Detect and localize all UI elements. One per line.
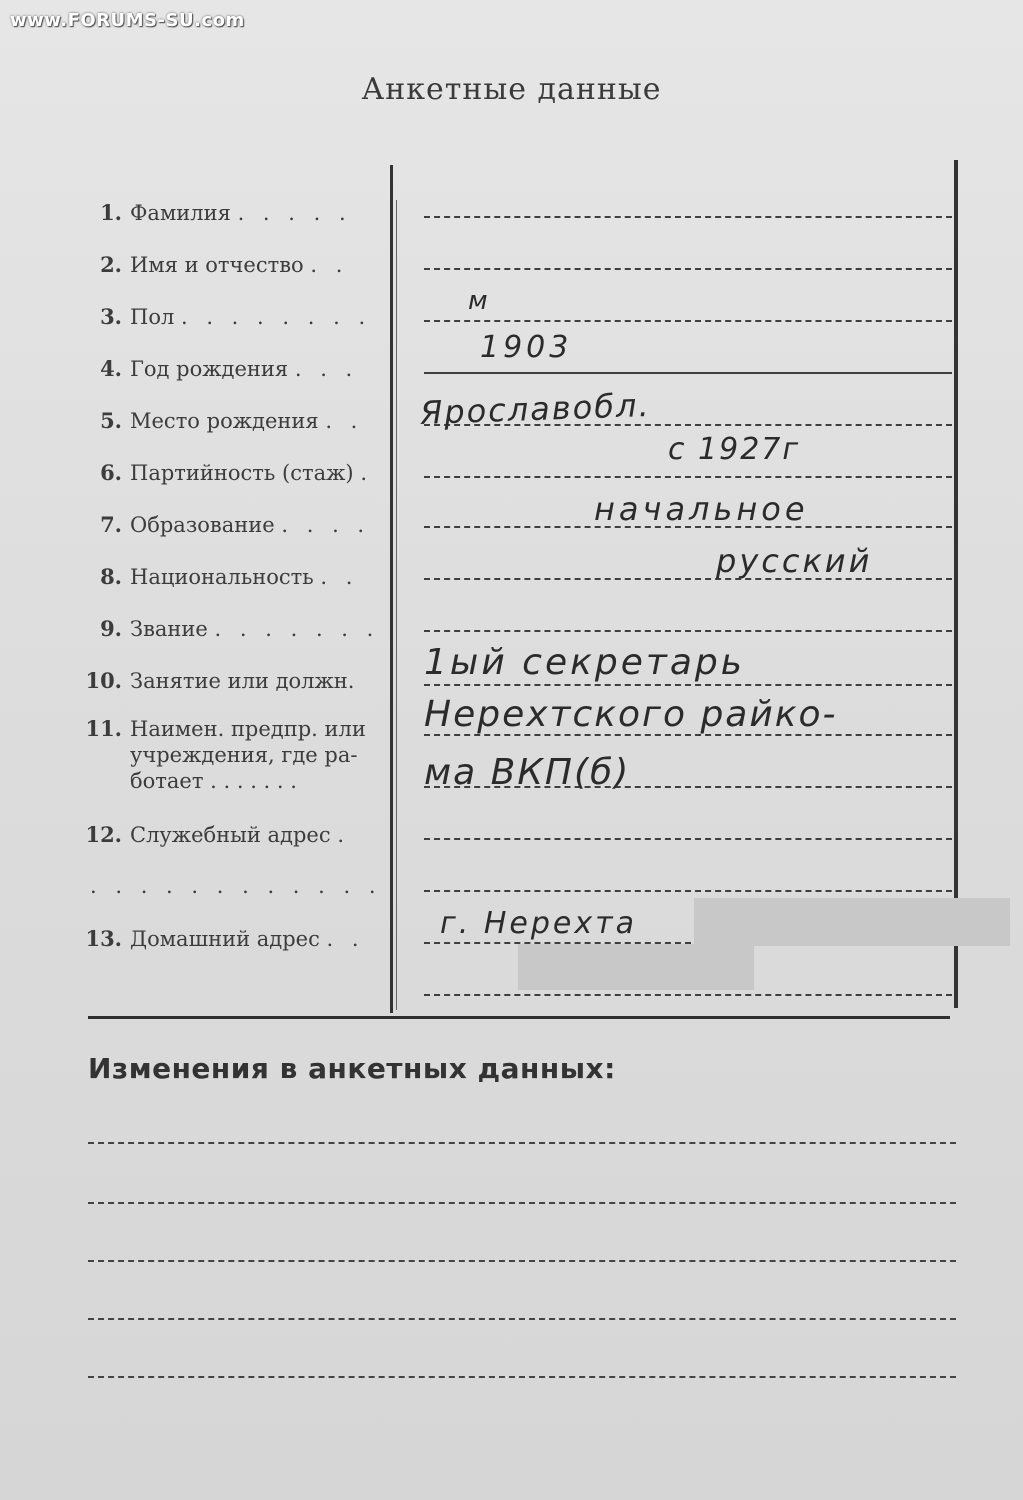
field-number: 13. xyxy=(85,926,122,951)
field-label-occupation xyxy=(82,668,382,693)
right-border xyxy=(954,160,958,1008)
answer-line xyxy=(424,320,952,322)
field-number: 11. xyxy=(85,716,122,741)
leader-dots: . . . . . xyxy=(237,201,352,225)
field-label-nationality xyxy=(82,564,382,589)
form-title: Анкетные данные xyxy=(361,72,662,107)
answer-line xyxy=(424,578,952,580)
field-label-text: Образование xyxy=(130,513,275,537)
field-number: 8. xyxy=(100,564,122,589)
field-number: 9. xyxy=(100,616,122,641)
field-label-surname xyxy=(82,200,382,225)
answer-occupation: 1ый секретарь xyxy=(424,642,745,683)
answer-party: с 1927г xyxy=(668,432,801,467)
field-label-birthplace xyxy=(82,408,382,433)
answer-line xyxy=(424,684,952,686)
leader-dots: . . xyxy=(325,409,364,433)
field-number: 3. xyxy=(100,304,122,329)
changes-line xyxy=(88,1318,956,1320)
field-label-text: Год рождения xyxy=(130,357,289,381)
leader-dots: . xyxy=(337,823,350,847)
leader-dots: . . . . xyxy=(281,513,371,537)
field-label-name xyxy=(82,252,382,277)
answer-birth-year: 1903 xyxy=(480,330,573,365)
answer-home-address: г. Нерехта xyxy=(440,906,637,941)
field-label-birth-year xyxy=(82,356,382,381)
table-bottom-rule xyxy=(88,1016,950,1019)
column-divider xyxy=(390,165,393,1013)
field-label-text: Имя и отчество xyxy=(130,253,304,277)
answer-nationality: русский xyxy=(716,542,873,580)
field-label-education xyxy=(82,512,382,537)
field-label-text: Место рождения xyxy=(130,409,319,433)
field-number: 4. xyxy=(100,356,122,381)
field-label-text-line3: ботает . . . . . . . xyxy=(130,769,297,793)
field-label-home-address xyxy=(82,926,382,951)
answer-line xyxy=(424,994,952,996)
field-label-party xyxy=(82,460,382,485)
answer-line xyxy=(424,372,952,374)
field-number: 5. xyxy=(100,408,122,433)
changes-line xyxy=(88,1202,956,1204)
leader-dots: . xyxy=(360,461,373,485)
field-number: 12. xyxy=(85,822,122,847)
field-number: 2. xyxy=(100,252,122,277)
field-label-text: Фамилия xyxy=(130,201,231,225)
field-label-sex xyxy=(82,304,382,329)
redaction-block xyxy=(694,898,1010,946)
answer-line xyxy=(424,216,952,218)
watermark: www.FORUMS-SU.com xyxy=(10,10,245,31)
field-label-workplace xyxy=(82,716,382,794)
field-label-text: Занятие или должн. xyxy=(130,669,355,693)
column-divider-inner xyxy=(396,200,397,1010)
answer-workplace-line2: ма ВКП(б) xyxy=(424,752,631,793)
field-label-text: Партийность (стаж) xyxy=(130,461,354,485)
leader-dots: . . xyxy=(320,565,359,589)
leader-dots: . . xyxy=(310,253,349,277)
leader-dots: . . . xyxy=(294,357,359,381)
answer-line xyxy=(424,838,952,840)
answer-line xyxy=(424,630,952,632)
field-label-continuation xyxy=(90,874,390,898)
changes-line xyxy=(88,1376,956,1378)
field-label-text: Звание xyxy=(130,617,208,641)
field-label-rank xyxy=(82,616,382,641)
field-number: 7. xyxy=(100,512,122,537)
field-number: 10. xyxy=(85,668,122,693)
leader-dots: . . . . . . . . xyxy=(180,305,372,329)
changes-heading: Изменения в анкетных данных: xyxy=(88,1052,616,1085)
answer-workplace-line1: Нерехтского райко- xyxy=(424,694,838,735)
answer-line xyxy=(424,268,952,270)
field-label-text: Домашний адрес xyxy=(130,927,320,951)
changes-line xyxy=(88,1260,956,1262)
leader-dots: . . . . . . . . . . . . xyxy=(90,874,382,898)
answer-line xyxy=(424,476,952,478)
answer-education: начальное xyxy=(594,490,809,528)
field-number: 6. xyxy=(100,460,122,485)
field-label-text: Наимен. предпр. или xyxy=(130,717,366,741)
answer-sex: м xyxy=(468,286,490,316)
redaction-block xyxy=(518,944,754,990)
field-label-text: Служебный адрес xyxy=(130,823,331,847)
field-label-text: Национальность xyxy=(130,565,314,589)
field-label-work-address xyxy=(82,822,382,847)
field-number: 1. xyxy=(100,200,122,225)
changes-line xyxy=(88,1142,956,1144)
leader-dots: . . xyxy=(326,927,365,951)
answer-line xyxy=(424,890,952,892)
field-label-text: Пол xyxy=(130,305,175,329)
leader-dots: . . . . . . . xyxy=(214,617,380,641)
field-label-text-line2: учреждения, где ра- xyxy=(130,743,358,767)
answer-birthplace: Ярославобл. xyxy=(419,385,652,433)
